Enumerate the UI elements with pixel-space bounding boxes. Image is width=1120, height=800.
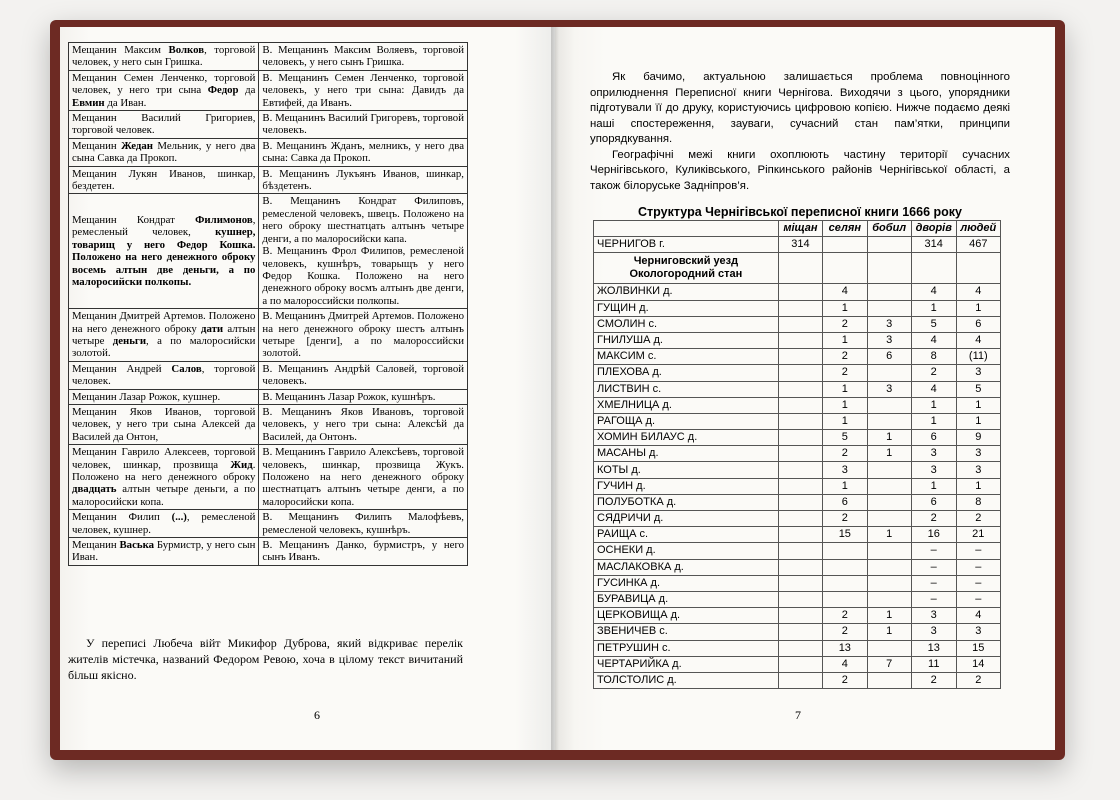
- count-cell: 1: [823, 332, 867, 348]
- count-cell: [867, 591, 911, 607]
- count-cell: [867, 478, 911, 494]
- count-cell: 1: [911, 397, 956, 413]
- count-cell: 8: [956, 494, 1000, 510]
- count-cell: [823, 575, 867, 591]
- settlement-name: ГУЩИН д.: [594, 300, 779, 316]
- modern-entry-cell: Мещанин Яков Иванов, торговой человек, у него три сына Алексей да Василей да Онтон,: [69, 404, 259, 444]
- count-cell: 314: [911, 237, 956, 253]
- count-cell: 1: [956, 397, 1000, 413]
- count-cell: 3: [911, 462, 956, 478]
- original-entry-cell: В. Мещанинъ Максим Воляевъ, торговой человекъ, у него сынъ Гришка.: [259, 43, 468, 71]
- original-entry-cell: В. Мещанинъ Лукъянъ Иванов, шинкар, бѣздетенъ.: [259, 166, 468, 194]
- column-header: міщан: [778, 221, 822, 237]
- count-cell: (11): [956, 349, 1000, 365]
- count-cell: 8: [911, 349, 956, 365]
- modern-entry-cell: Мещанин Лазар Рожок, кушнер.: [69, 389, 259, 404]
- count-cell: 6: [911, 430, 956, 446]
- settlement-name: ЧЕРНИГОВ г.: [594, 237, 779, 253]
- count-cell: 2: [956, 511, 1000, 527]
- table-row: [594, 446, 1001, 462]
- count-cell: 3: [956, 365, 1000, 381]
- table-row: [594, 591, 1001, 607]
- modern-entry-cell: Мещанин Василий Григориев, торговой человек.: [69, 111, 259, 139]
- count-cell: 6: [911, 494, 956, 510]
- count-cell: –: [911, 543, 956, 559]
- count-cell: 4: [956, 608, 1000, 624]
- settlement-name: СМОЛИН с.: [594, 316, 779, 332]
- modern-entry-cell: Мещанин Васька Бурмистр, у него сын Иван.: [69, 538, 259, 566]
- count-cell: [867, 237, 911, 253]
- original-entry-cell: В. Мещанинъ Василий Григоревъ, торговой человекъ.: [259, 111, 468, 139]
- page-number-left: 6: [314, 708, 320, 722]
- settlement-name: ПОЛУБОТКА д.: [594, 494, 779, 510]
- settlement-name: ЛИСТВИН с.: [594, 381, 779, 397]
- column-header: селян: [823, 221, 867, 237]
- count-cell: 15: [823, 527, 867, 543]
- count-cell: [778, 413, 822, 429]
- settlement-name: ГНИЛУША д.: [594, 332, 779, 348]
- count-cell: 13: [911, 640, 956, 656]
- count-cell: 1: [823, 413, 867, 429]
- settlement-name: ОСНЕКИ д.: [594, 543, 779, 559]
- settlement-name: КОТЫ д.: [594, 462, 779, 478]
- original-entry-cell: В. Мещанинъ Филипъ Малофѣевъ, ремесленой человекъ, кушнѣръ.: [259, 510, 468, 538]
- table-row: [594, 559, 1001, 575]
- table-row: [594, 575, 1001, 591]
- count-cell: [867, 575, 911, 591]
- empty-cell: [911, 253, 956, 284]
- settlement-name: ЦЕРКОВИЩА д.: [594, 608, 779, 624]
- count-cell: [778, 608, 822, 624]
- table-row: [69, 510, 468, 538]
- table-row: [594, 640, 1001, 656]
- count-cell: [867, 543, 911, 559]
- table-row: [594, 237, 1001, 253]
- count-cell: 2: [911, 365, 956, 381]
- count-cell: –: [956, 559, 1000, 575]
- column-header: людей: [956, 221, 1000, 237]
- original-entry-cell: В. Мещанинъ Гаврило Алексѣевъ, торговой человекъ, шинкар, прозвища Жукъ. Положено на него денежного оброку шестнатцатъ алтынъ четыре денги, а по малоросийски копа.: [259, 445, 468, 510]
- count-cell: 3: [956, 446, 1000, 462]
- count-cell: [867, 300, 911, 316]
- section-subheading: Черниговский уезд Окологородний стан: [594, 253, 779, 284]
- settlement-name: ПЛЕХОВА д.: [594, 365, 779, 381]
- settlement-name: РАИЩА с.: [594, 527, 779, 543]
- count-cell: 1: [823, 381, 867, 397]
- count-cell: 2: [911, 672, 956, 688]
- settlement-name: СЯДРИЧИ д.: [594, 511, 779, 527]
- table-row: [594, 511, 1001, 527]
- comparison-table: [68, 42, 468, 566]
- count-cell: –: [956, 543, 1000, 559]
- count-cell: 1: [956, 413, 1000, 429]
- modern-entry-cell: Мещанин Андрей Салов, торговой человек.: [69, 361, 259, 389]
- count-cell: –: [911, 559, 956, 575]
- count-cell: [778, 624, 822, 640]
- table-row: [594, 253, 1001, 284]
- count-cell: [867, 397, 911, 413]
- table-row: [594, 381, 1001, 397]
- count-cell: [823, 559, 867, 575]
- count-cell: 2: [823, 672, 867, 688]
- count-cell: [867, 494, 911, 510]
- count-cell: 3: [867, 332, 911, 348]
- modern-entry-cell: Мещанин Дмитрей Артемов. Положено на него денежного оброку дати алтын четыре деньги, а по малоросийски золотой.: [69, 309, 259, 362]
- count-cell: –: [911, 575, 956, 591]
- count-cell: 1: [823, 478, 867, 494]
- table-row: [594, 332, 1001, 348]
- count-cell: 2: [911, 511, 956, 527]
- table-row: [594, 316, 1001, 332]
- count-cell: 1: [911, 478, 956, 494]
- count-cell: 11: [911, 656, 956, 672]
- count-cell: 1: [867, 608, 911, 624]
- table-row: [594, 397, 1001, 413]
- table-row: [594, 672, 1001, 688]
- column-header: [594, 221, 779, 237]
- empty-cell: [778, 253, 822, 284]
- count-cell: 2: [823, 365, 867, 381]
- count-cell: 1: [823, 300, 867, 316]
- column-header: дворів: [911, 221, 956, 237]
- count-cell: 1: [867, 430, 911, 446]
- modern-entry-cell: Мещанин Гаврило Алексеев, торговой человек, шинкар, прозвища Жид. Положено на него денежного оброку двадцать алтын четыре деньги, а по малоросийски копа.: [69, 445, 259, 510]
- right-paragraph: Як бачимо, актуальною залишається проблема повноцінного оприлюднення Переписної книги Чернігова. Виходячи з цього, упорядники підготували її до друку, користуючись цифровою копією. Нижче подаємо деякі наші спостереження, зауваги, сучасний стан пам’ятки, принципи упорядкування.: [590, 71, 1010, 145]
- count-cell: [778, 300, 822, 316]
- settlement-name: ГУСИНКА д.: [594, 575, 779, 591]
- count-cell: 3: [911, 624, 956, 640]
- table-title: Структура Чернігівської переписної книги 1666 року: [638, 205, 962, 219]
- count-cell: 4: [956, 284, 1000, 300]
- count-cell: [867, 511, 911, 527]
- original-entry-cell: В. Мещанинъ Лазар Рожок, кушнѣръ.: [259, 389, 468, 404]
- count-cell: 1: [911, 413, 956, 429]
- table-row: [594, 543, 1001, 559]
- count-cell: 4: [911, 381, 956, 397]
- count-cell: 1: [867, 446, 911, 462]
- count-cell: 2: [823, 511, 867, 527]
- table-row: [69, 70, 468, 110]
- original-entry-cell: В. Мещанинъ Семен Ленченко, торговой человекъ, у него три сына: Давидъ да Евтифей, да Иванъ.: [259, 70, 468, 110]
- count-cell: [778, 640, 822, 656]
- original-entry-cell: В. Мещанинъ Яков Ивановъ, торговой человекъ, у него три сына: Алексѣй да Василей, да Онтонъ.: [259, 404, 468, 444]
- count-cell: 4: [823, 284, 867, 300]
- settlement-name: ХМЕЛНИЦА д.: [594, 397, 779, 413]
- page-number-right: 7: [795, 708, 801, 722]
- modern-entry-cell: Мещанин Максим Волков, торговой человек, у него сын Гришка.: [69, 43, 259, 71]
- count-cell: 1: [911, 300, 956, 316]
- count-cell: [778, 543, 822, 559]
- table-row: [69, 166, 468, 194]
- table-row: [594, 624, 1001, 640]
- count-cell: [867, 672, 911, 688]
- table-row: [594, 284, 1001, 300]
- count-cell: [778, 397, 822, 413]
- settlement-name: ЗВЕНИЧЕВ с.: [594, 624, 779, 640]
- count-cell: 2: [823, 316, 867, 332]
- modern-entry-cell: Мещанин Семен Ленченко, торговой человек, у него три сына Федор да Евмин да Иван.: [69, 70, 259, 110]
- table-row: [69, 309, 468, 362]
- empty-cell: [823, 253, 867, 284]
- table-row: [594, 430, 1001, 446]
- count-cell: 6: [823, 494, 867, 510]
- table-row: [594, 413, 1001, 429]
- count-cell: [778, 284, 822, 300]
- count-cell: 3: [823, 462, 867, 478]
- count-cell: [867, 462, 911, 478]
- count-cell: 1: [956, 478, 1000, 494]
- settlement-name: ЧЕРТАРИЙКА д.: [594, 656, 779, 672]
- original-entry-cell: В. Мещанинъ Данко, бурмистръ, у него сынъ Иванъ.: [259, 538, 468, 566]
- count-cell: [778, 446, 822, 462]
- count-cell: 16: [911, 527, 956, 543]
- count-cell: [778, 511, 822, 527]
- empty-cell: [956, 253, 1000, 284]
- table-row: [594, 656, 1001, 672]
- count-cell: 314: [778, 237, 822, 253]
- count-cell: [778, 316, 822, 332]
- count-cell: [823, 543, 867, 559]
- count-cell: [867, 284, 911, 300]
- count-cell: 14: [956, 656, 1000, 672]
- modern-entry-cell: Мещанин Жедан Мельник, у него два сына Савка да Прокоп.: [69, 138, 259, 166]
- settlement-name: ПЕТРУШИН с.: [594, 640, 779, 656]
- count-cell: 4: [823, 656, 867, 672]
- count-cell: [778, 462, 822, 478]
- count-cell: 15: [956, 640, 1000, 656]
- count-cell: 6: [956, 316, 1000, 332]
- count-cell: 3: [956, 462, 1000, 478]
- original-entry-cell: В. Мещанинъ Кондрат Филиповъ, ремесленой человекъ, швецъ. Положено на него оброку шестнатцать алтынъ четыре денги, а по малоросийски капа. В. Мещанинъ Фрол Филипов, ремесленой человекъ, кушнѣръ, товарыщъ у него Федор Кошка. Положено на него денежного оброку восмъ алтынъ две денги, а по малороссийски полкопы.: [259, 194, 468, 309]
- count-cell: [778, 672, 822, 688]
- count-cell: [778, 527, 822, 543]
- count-cell: [778, 591, 822, 607]
- count-cell: [867, 365, 911, 381]
- count-cell: 4: [911, 284, 956, 300]
- count-cell: 1: [823, 397, 867, 413]
- modern-entry-cell: Мещанин Кондрат Филимонов, ремесленый человек, кушнер, товарищ у него Федор Кошка. Положено на него денежного оброку восемь алтын две деньги, а по малоросийски полкопы.: [69, 194, 259, 309]
- count-cell: 3: [911, 446, 956, 462]
- count-cell: [823, 237, 867, 253]
- count-cell: 4: [911, 332, 956, 348]
- settlement-name: МАСАНЫ д.: [594, 446, 779, 462]
- count-cell: [778, 365, 822, 381]
- census-table: [593, 220, 1001, 689]
- count-cell: 3: [956, 624, 1000, 640]
- table-row: [594, 349, 1001, 365]
- table-row: [594, 494, 1001, 510]
- settlement-name: БУРАВИЦА д.: [594, 591, 779, 607]
- empty-cell: [867, 253, 911, 284]
- count-cell: 9: [956, 430, 1000, 446]
- table-row: [69, 194, 468, 309]
- modern-entry-cell: Мещанин Филип (...), ремесленой человек, кушнер.: [69, 510, 259, 538]
- count-cell: 21: [956, 527, 1000, 543]
- count-cell: 7: [867, 656, 911, 672]
- count-cell: 4: [956, 332, 1000, 348]
- table-row: [69, 43, 468, 71]
- left-paragraph: У переписі Любеча війт Микифор Дуброва, який відкриває перелік жителів містечка, названий Федором Ревою, хоча в цілому текст вичитаний більш якісно.: [68, 636, 463, 682]
- count-cell: [867, 413, 911, 429]
- count-cell: 6: [867, 349, 911, 365]
- count-cell: 3: [867, 316, 911, 332]
- count-cell: –: [911, 591, 956, 607]
- count-cell: [778, 494, 822, 510]
- settlement-name: ХОМИН БИЛАУС д.: [594, 430, 779, 446]
- count-cell: [778, 656, 822, 672]
- table-row: [69, 445, 468, 510]
- count-cell: 2: [823, 349, 867, 365]
- count-cell: 1: [956, 300, 1000, 316]
- count-cell: –: [956, 575, 1000, 591]
- count-cell: –: [956, 591, 1000, 607]
- table-row: [594, 365, 1001, 381]
- column-header: бобил: [867, 221, 911, 237]
- count-cell: [867, 559, 911, 575]
- table-row: [594, 300, 1001, 316]
- count-cell: 2: [823, 624, 867, 640]
- table-row: [594, 462, 1001, 478]
- count-cell: 1: [867, 527, 911, 543]
- count-cell: [778, 332, 822, 348]
- book-gutter: [551, 27, 559, 750]
- table-row: [69, 389, 468, 404]
- table-row: [69, 138, 468, 166]
- settlement-name: МАСЛАКОВКА д.: [594, 559, 779, 575]
- count-cell: [867, 640, 911, 656]
- count-cell: [778, 478, 822, 494]
- count-cell: [778, 559, 822, 575]
- settlement-name: РАГОЩА д.: [594, 413, 779, 429]
- count-cell: 5: [956, 381, 1000, 397]
- table-row: [594, 527, 1001, 543]
- original-entry-cell: В. Мещанинъ Жданъ, мелникъ, у него два сына: Савка да Прокоп.: [259, 138, 468, 166]
- settlement-name: МАКСИМ с.: [594, 349, 779, 365]
- count-cell: 5: [911, 316, 956, 332]
- count-cell: [778, 575, 822, 591]
- count-cell: [778, 381, 822, 397]
- count-cell: 3: [867, 381, 911, 397]
- original-entry-cell: В. Мещанинъ Дмитрей Артемов. Положено на него денежного оброку шестъ алтынъ четыре [денги], а по малороссийски золотой.: [259, 309, 468, 362]
- table-row: [69, 111, 468, 139]
- count-cell: 467: [956, 237, 1000, 253]
- settlement-name: ЖОЛВИНКИ д.: [594, 284, 779, 300]
- right-text: [590, 70, 1010, 194]
- right-paragraph: Географічні межі книги охоплюють частину території сучасних Чернігівського, Куликівського, Ріпкинського районів Чернігівської області, а також білоруське Задніпров’я.: [590, 148, 1010, 192]
- settlement-name: ГУЧИН д.: [594, 478, 779, 494]
- count-cell: 3: [911, 608, 956, 624]
- count-cell: [823, 591, 867, 607]
- table-row: [69, 361, 468, 389]
- modern-entry-cell: Мещанин Лукян Иванов, шинкар, бездетен.: [69, 166, 259, 194]
- settlement-name: ТОЛСТОЛИС д.: [594, 672, 779, 688]
- table-row: [69, 538, 468, 566]
- count-cell: [778, 430, 822, 446]
- original-entry-cell: В. Мещанинъ Андрѣй Саловей, торговой человекъ.: [259, 361, 468, 389]
- count-cell: 13: [823, 640, 867, 656]
- table-row: [594, 478, 1001, 494]
- table-row: [69, 404, 468, 444]
- table-row: [594, 608, 1001, 624]
- count-cell: [778, 349, 822, 365]
- count-cell: 2: [823, 446, 867, 462]
- count-cell: 1: [867, 624, 911, 640]
- count-cell: 2: [956, 672, 1000, 688]
- count-cell: 5: [823, 430, 867, 446]
- count-cell: 2: [823, 608, 867, 624]
